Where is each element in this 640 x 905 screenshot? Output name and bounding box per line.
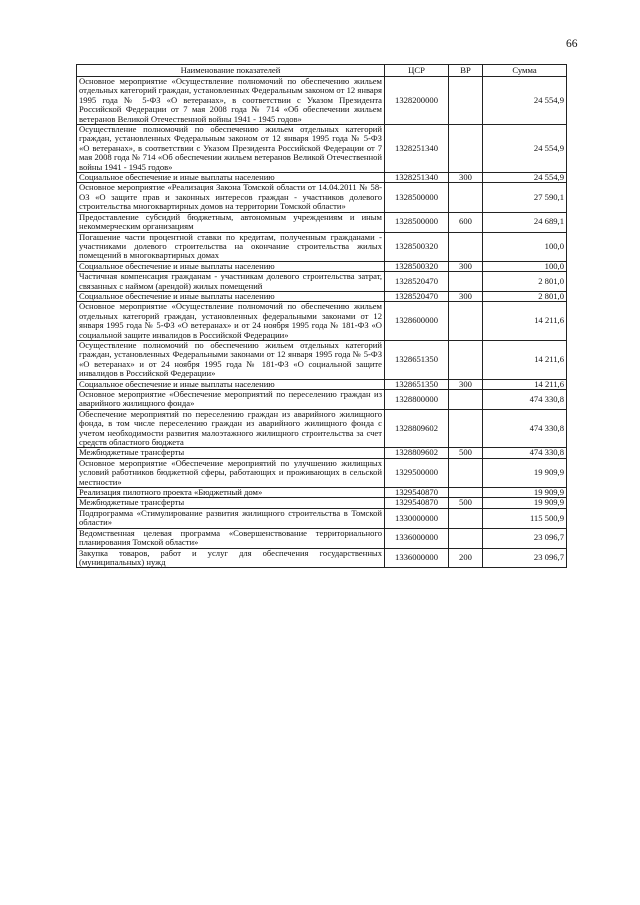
cell-sum: 14 211,6 (483, 340, 567, 379)
cell-sum: 19 909,9 (483, 458, 567, 487)
cell-name: Осуществление полномочий по обеспечению жильем отдельных категорий граждан, установленных Федеральным законом от 12 января 1995 года № 5-ФЗ «О ветеранах», в соответствии с Указом Президента Российской Федерации от 7 мая 2008 года № 714 «Об обеспечении жильем ветеранов Великой Отечественной войны 1941 - 1945 годов» (77, 125, 385, 173)
cell-csr: 1328809602 (385, 448, 449, 458)
cell-vr (449, 458, 483, 487)
cell-vr (449, 125, 483, 173)
cell-name: Социальное обеспечение и иные выплаты населению (77, 379, 385, 389)
cell-vr (449, 409, 483, 448)
table-row (77, 272, 567, 292)
cell-sum: 24 554,9 (483, 77, 567, 125)
table-row (77, 379, 567, 389)
cell-name: Межбюджетные трансферты (77, 498, 385, 508)
cell-name: Основное мероприятие «Осуществление полномочий по обеспечению жильем отдельных категорий граждан, установленных федеральными законами от 12 января 1995 года № 5-ФЗ «О ветеранах» и от 24 ноября 1995 года № 181-ФЗ «О социальной защите инвалидов в Российской Федерации» (77, 302, 385, 341)
cell-csr: 1328500320 (385, 232, 449, 261)
cell-vr (449, 77, 483, 125)
table-row (77, 458, 567, 487)
cell-name: Подпрограмма «Стимулирование развития жилищного строительства в Томской области» (77, 508, 385, 528)
cell-vr: 300 (449, 173, 483, 183)
cell-sum: 23 096,7 (483, 548, 567, 568)
table-body (77, 77, 567, 568)
cell-vr (449, 183, 483, 212)
table-header-row (77, 65, 567, 77)
cell-name: Основное мероприятие «Обеспечение мероприятий по улучшению жилищных условий работников бюджетной сферы, работающих и проживающих в сельской местности» (77, 458, 385, 487)
cell-name: Частичная компенсация гражданам - участникам долевого строительства затрат, связанных с наймом (арендой) жилых помещений (77, 272, 385, 292)
cell-sum: 24 554,9 (483, 173, 567, 183)
cell-name: Социальное обеспечение и иные выплаты населению (77, 173, 385, 183)
cell-csr: 1328200000 (385, 77, 449, 125)
table-row (77, 125, 567, 173)
table-row (77, 77, 567, 125)
cell-sum: 474 330,8 (483, 409, 567, 448)
cell-csr: 1328520470 (385, 291, 449, 301)
cell-name: Предоставление субсидий бюджетным, автономным учреждениям и иным некоммерческим организациям (77, 212, 385, 232)
cell-sum: 19 909,9 (483, 498, 567, 508)
table-row (77, 291, 567, 301)
cell-name: Социальное обеспечение и иные выплаты населению (77, 291, 385, 301)
table-row (77, 409, 567, 448)
cell-sum: 2 801,0 (483, 272, 567, 292)
cell-csr: 1328651350 (385, 379, 449, 389)
table-row (77, 212, 567, 232)
header-vr: ВР (449, 65, 483, 77)
cell-csr: 1328520470 (385, 272, 449, 292)
cell-vr (449, 232, 483, 261)
cell-name: Погашение части процентной ставки по кредитам, полученным гражданами - участниками долевого строительства на окончание строительства жилых помещений в многоквартирных домах (77, 232, 385, 261)
cell-csr: 1329540870 (385, 498, 449, 508)
cell-csr: 1330000000 (385, 508, 449, 528)
table-row (77, 528, 567, 548)
cell-vr (449, 390, 483, 410)
table-row (77, 261, 567, 271)
cell-sum: 19 909,9 (483, 488, 567, 498)
table-row (77, 448, 567, 458)
cell-csr: 1328251340 (385, 173, 449, 183)
header-name: Наименование показателей (77, 65, 385, 77)
page-number: 66 (566, 38, 578, 50)
table-row (77, 232, 567, 261)
cell-vr (449, 528, 483, 548)
cell-csr: 1329540870 (385, 488, 449, 498)
cell-csr: 1328600000 (385, 302, 449, 341)
cell-name: Реализация пилотного проекта «Бюджетный дом» (77, 488, 385, 498)
cell-name: Основное мероприятие «Реализация Закона Томской области от 14.04.2011 № 58-ОЗ «О защите прав и законных интересов граждан - участников долевого строительства многоквартирных домов на территории Томской области» (77, 183, 385, 212)
cell-name: Ведомственная целевая программа «Совершенствование территориального планирования Томской области» (77, 528, 385, 548)
cell-csr: 1328500320 (385, 261, 449, 271)
cell-sum: 115 500,9 (483, 508, 567, 528)
cell-csr: 1336000000 (385, 528, 449, 548)
cell-sum: 474 330,8 (483, 390, 567, 410)
cell-vr: 600 (449, 212, 483, 232)
header-csr: ЦСР (385, 65, 449, 77)
cell-vr: 500 (449, 448, 483, 458)
cell-vr: 300 (449, 379, 483, 389)
cell-sum: 24 554,9 (483, 125, 567, 173)
cell-vr: 200 (449, 548, 483, 568)
cell-vr (449, 302, 483, 341)
cell-vr: 300 (449, 291, 483, 301)
cell-vr (449, 272, 483, 292)
cell-csr: 1328500000 (385, 183, 449, 212)
cell-vr: 500 (449, 498, 483, 508)
cell-csr: 1328500000 (385, 212, 449, 232)
table-row (77, 508, 567, 528)
cell-vr: 300 (449, 261, 483, 271)
cell-csr: 1328251340 (385, 125, 449, 173)
table-row (77, 390, 567, 410)
table-row (77, 173, 567, 183)
header-sum: Сумма (483, 65, 567, 77)
table-row (77, 302, 567, 341)
cell-vr (449, 508, 483, 528)
cell-csr: 1329500000 (385, 458, 449, 487)
cell-vr (449, 340, 483, 379)
cell-csr: 1328809602 (385, 409, 449, 448)
cell-name: Обеспечение мероприятий по переселению граждан из аварийного жилищного фонда, в том числе переселению граждан из аварийного жилищного фонда с учетом необходимости развития малоэтажного жилищного строительства за счет средств областного бюджета (77, 409, 385, 448)
cell-name: Основное мероприятие «Обеспечение мероприятий по переселению граждан из аварийного жилищного фонда» (77, 390, 385, 410)
cell-name: Основное мероприятие «Осуществление полномочий по обеспечению жильем отдельных категорий граждан, установленных Федеральным законом от 12 января 1995 года № 5-ФЗ «О ветеранах», в соответствии с Указом Президента Российской Федерации от 7 мая 2008 года № 714 «Об обеспечении жильем ветеранов Великой Отечественной войны 1941 - 1945 годов» (77, 77, 385, 125)
cell-sum: 14 211,6 (483, 302, 567, 341)
cell-sum: 2 801,0 (483, 291, 567, 301)
cell-sum: 474 330,8 (483, 448, 567, 458)
cell-csr: 1328800000 (385, 390, 449, 410)
cell-csr: 1328651350 (385, 340, 449, 379)
cell-name: Социальное обеспечение и иные выплаты населению (77, 261, 385, 271)
cell-vr (449, 488, 483, 498)
cell-name: Межбюджетные трансферты (77, 448, 385, 458)
cell-sum: 27 590,1 (483, 183, 567, 212)
table-row (77, 183, 567, 212)
table-row (77, 498, 567, 508)
cell-sum: 14 211,6 (483, 379, 567, 389)
cell-csr: 1336000000 (385, 548, 449, 568)
cell-sum: 23 096,7 (483, 528, 567, 548)
cell-name: Закупка товаров, работ и услуг для обеспечения государственных (муниципальных) нужд (77, 548, 385, 568)
cell-sum: 100,0 (483, 261, 567, 271)
cell-name: Осуществление полномочий по обеспечению жильем отдельных категорий граждан, установленных Федеральными законами от 12 января 1995 года № 5-ФЗ «О ветеранах» и от 24 ноября 1995 года № 181-ФЗ «О социальной защите инвалидов в Российской Федерации» (77, 340, 385, 379)
budget-table (76, 64, 567, 568)
table-row (77, 548, 567, 568)
table-row (77, 488, 567, 498)
cell-sum: 24 689,1 (483, 212, 567, 232)
cell-sum: 100,0 (483, 232, 567, 261)
table-row (77, 340, 567, 379)
